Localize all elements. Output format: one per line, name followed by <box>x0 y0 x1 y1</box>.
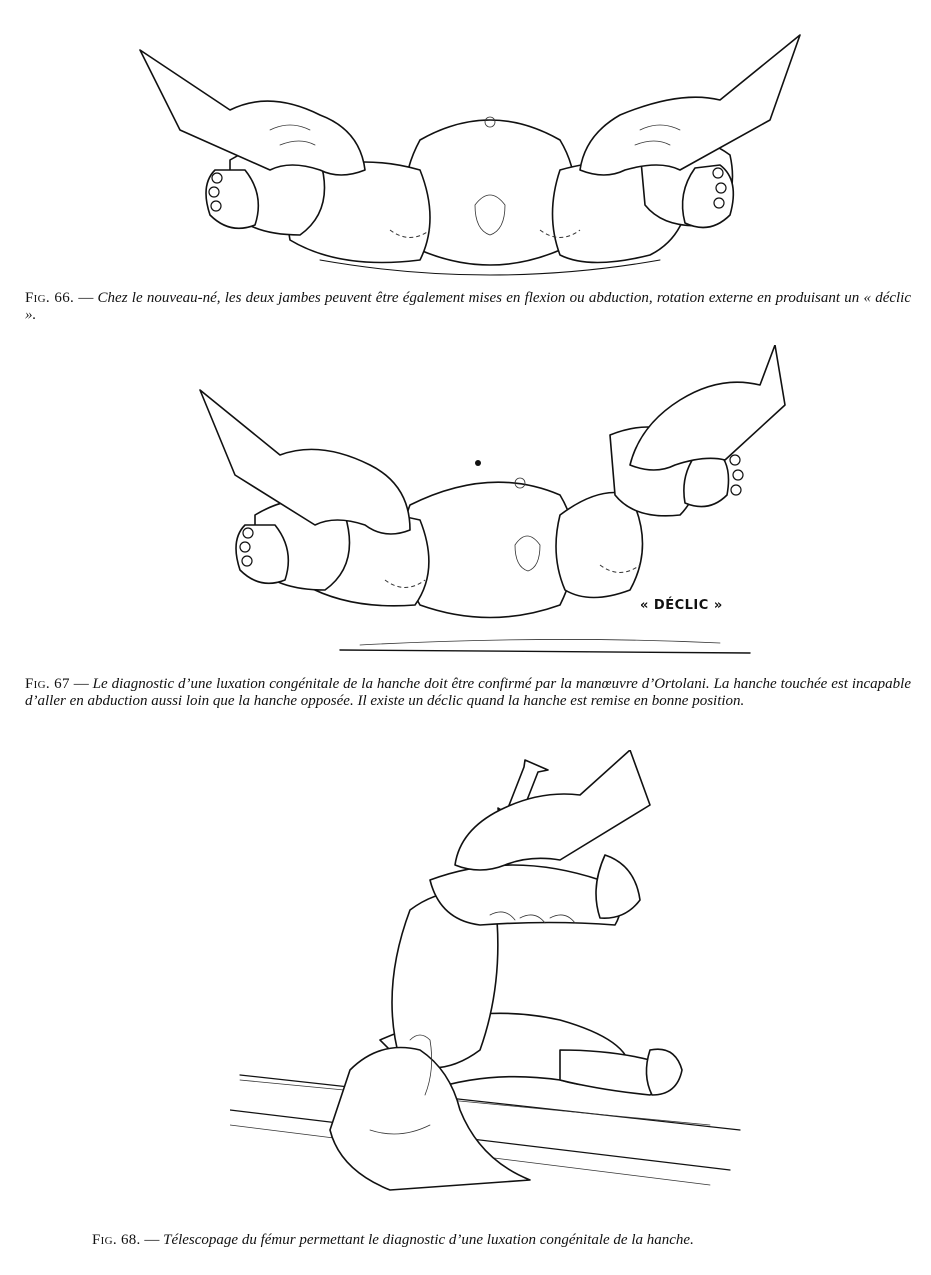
infant-hips-abduction-icon <box>120 20 820 280</box>
figure-68-illustration <box>230 750 750 1195</box>
figure-68-label: Fig. 68. <box>92 1232 141 1248</box>
figure-67-caption: Fig. 67 — Le diagnostic d’une luxation congénitale de la hanche doit être confirmé par la manœuvre d’Ortolani. La hanche touchée est incapable d’aller en abduction aussi loin que la hanche opposée. Il existe un déclic quand la hanche est remise en bonne position. <box>25 676 911 709</box>
figure-68-caption: Fig. 68. — Télescopage du fémur permettant le diagnostic d’une luxation congénitale de la hanche. <box>92 1232 694 1248</box>
declic-annotation: « DÉCLIC » <box>640 598 723 613</box>
figure-66-caption: Fig. 66. — Chez le nouveau-né, les deux jambes peuvent être également mises en flexion ou abduction, rotation externe en produisant un « déclic ». <box>25 290 912 323</box>
femur-telescoping-icon <box>230 750 750 1195</box>
figure-67-illustration <box>160 345 800 665</box>
figure-66-text: Chez le nouveau-né, les deux jambes peuvent être également mises en flexion ou abduction, rotation externe en produisant un « déclic ». <box>25 290 912 323</box>
figure-68-text: Télescopage du fémur permettant le diagnostic d’une luxation congénitale de la hanche. <box>163 1232 694 1248</box>
figure-66-illustration <box>120 20 820 280</box>
figure-66-label: Fig. 66. <box>25 290 75 306</box>
figure-67-text: Le diagnostic d’une luxation congénitale de la hanche doit être confirmé par la manœuvre d’Ortolani. La hanche touchée est incapable d’aller en abduction aussi loin que la hanche opposée. Il existe un déclic quand la hanche est remise en bonne position. <box>25 676 911 709</box>
figure-67-label: Fig. 67 <box>25 676 70 692</box>
ortolani-maneuver-icon <box>160 345 800 665</box>
